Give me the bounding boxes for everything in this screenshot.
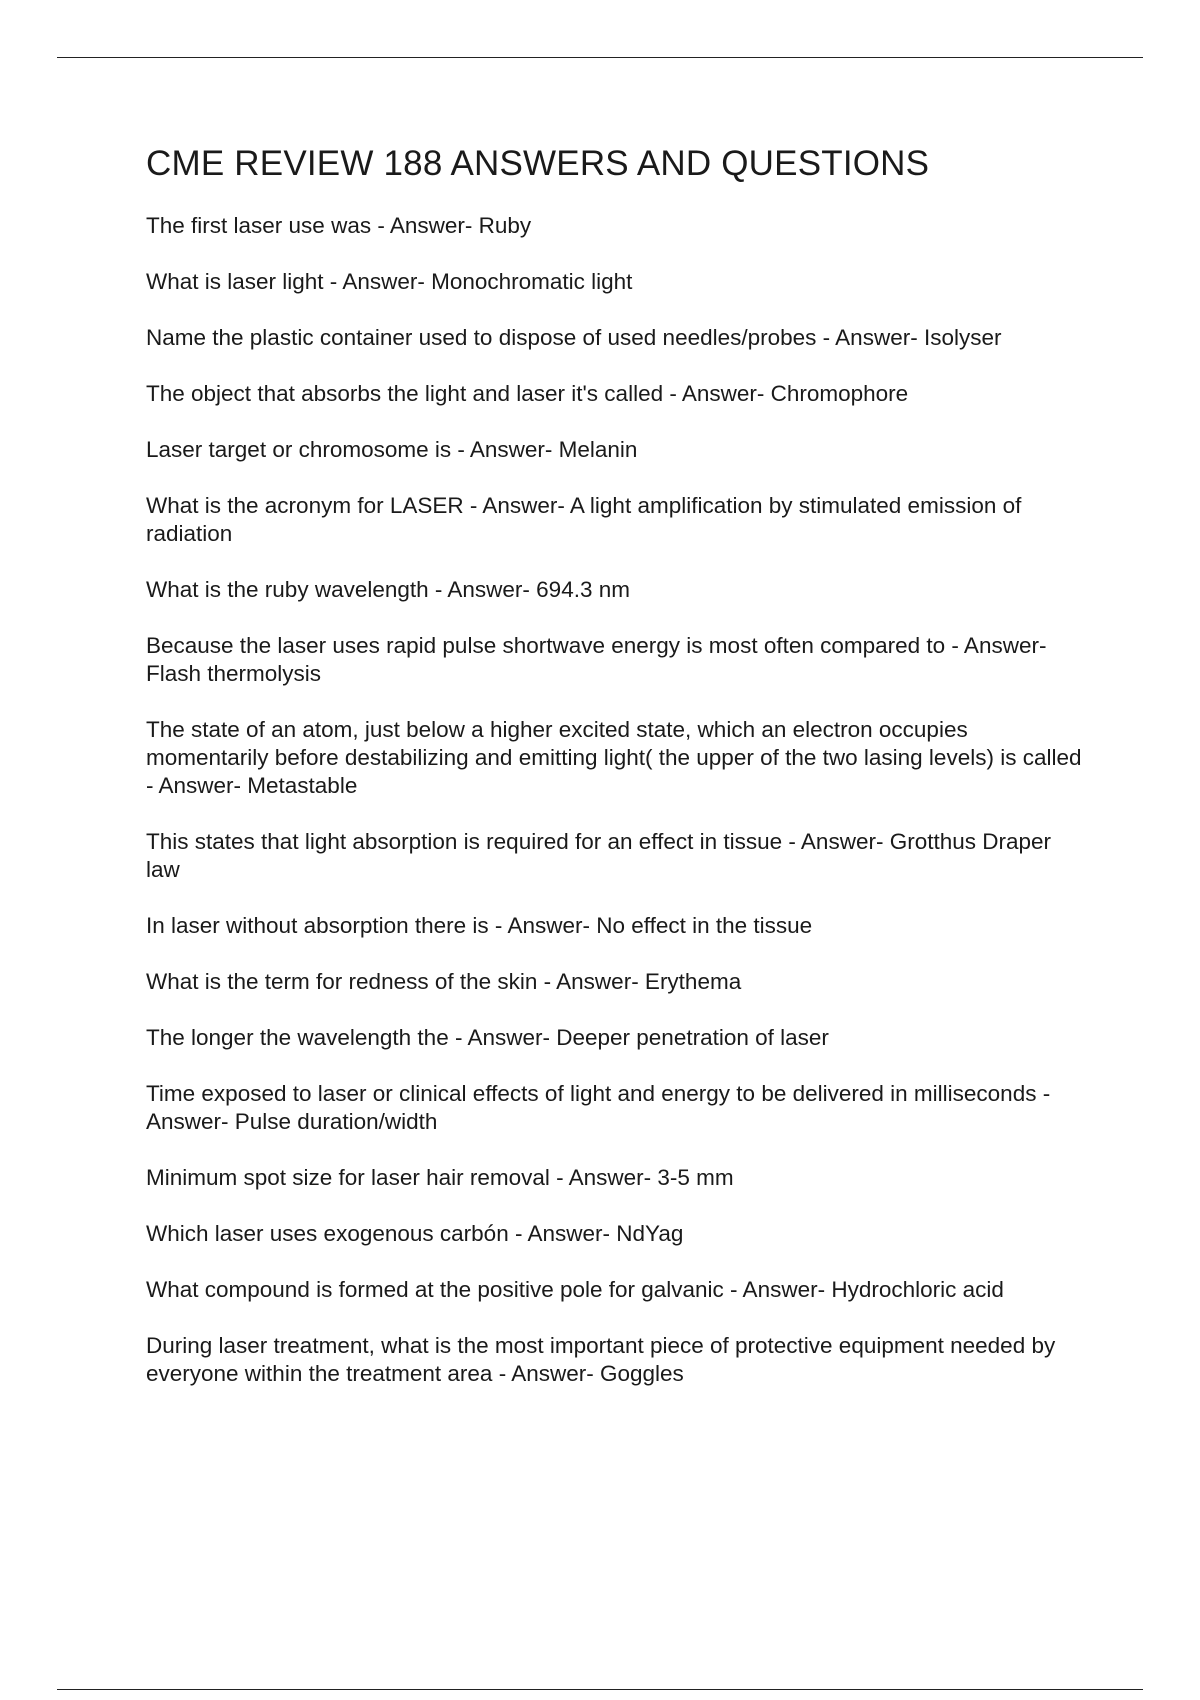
document-body [146,142,1086,1416]
qa-item: The object that absorbs the light and laser it's called - Answer- Chromophore [146,381,909,406]
qa-item: What is the acronym for LASER - Answer- A light amplification by stimulated emission of radiation [146,493,1022,546]
qa-item: The longer the wavelength the - Answer- Deeper penetration of laser [146,1025,829,1050]
qa-item: Laser target or chromosome is - Answer- Melanin [146,437,638,462]
qa-item: During laser treatment, what is the most important piece of protective equipment needed by everyone within the treatment area - Answer- Goggles [146,1333,1056,1386]
qa-item: Name the plastic container used to dispose of used needles/probes - Answer- Isolyser [146,325,1002,350]
qa-item: What is the term for redness of the skin - Answer- Erythema [146,969,742,994]
qa-item: The state of an atom, just below a higher excited state, which an electron occupies momentarily before destabilizing and emitting light( the upper of the two lasing levels) is called - Answer- Metastable [146,717,1082,798]
qa-item: Which laser uses exogenous carbón - Answer- NdYag [146,1221,684,1246]
qa-list [146,212,1086,1388]
qa-item: The first laser use was - Answer- Ruby [146,213,532,238]
qa-item: What is laser light - Answer- Monochromatic light [146,269,633,294]
bottom-rule [57,1689,1143,1690]
qa-item: Minimum spot size for laser hair removal - Answer- 3-5 mm [146,1165,734,1190]
qa-item: This states that light absorption is required for an effect in tissue - Answer- Grotthus Draper law [146,829,1052,882]
qa-item: In laser without absorption there is - Answer- No effect in the tissue [146,913,813,938]
qa-item: What compound is formed at the positive pole for galvanic - Answer- Hydrochloric acid [146,1277,1004,1302]
qa-item: Time exposed to laser or clinical effects of light and energy to be delivered in milliseconds - Answer- Pulse duration/width [146,1081,1051,1134]
qa-item: Because the laser uses rapid pulse shortwave energy is most often compared to - Answer- Flash thermolysis [146,633,1047,686]
qa-item: What is the ruby wavelength - Answer- 694.3 nm [146,577,630,602]
page-title: CME REVIEW 188 ANSWERS AND QUESTIONS [146,144,930,183]
top-rule [57,57,1143,58]
